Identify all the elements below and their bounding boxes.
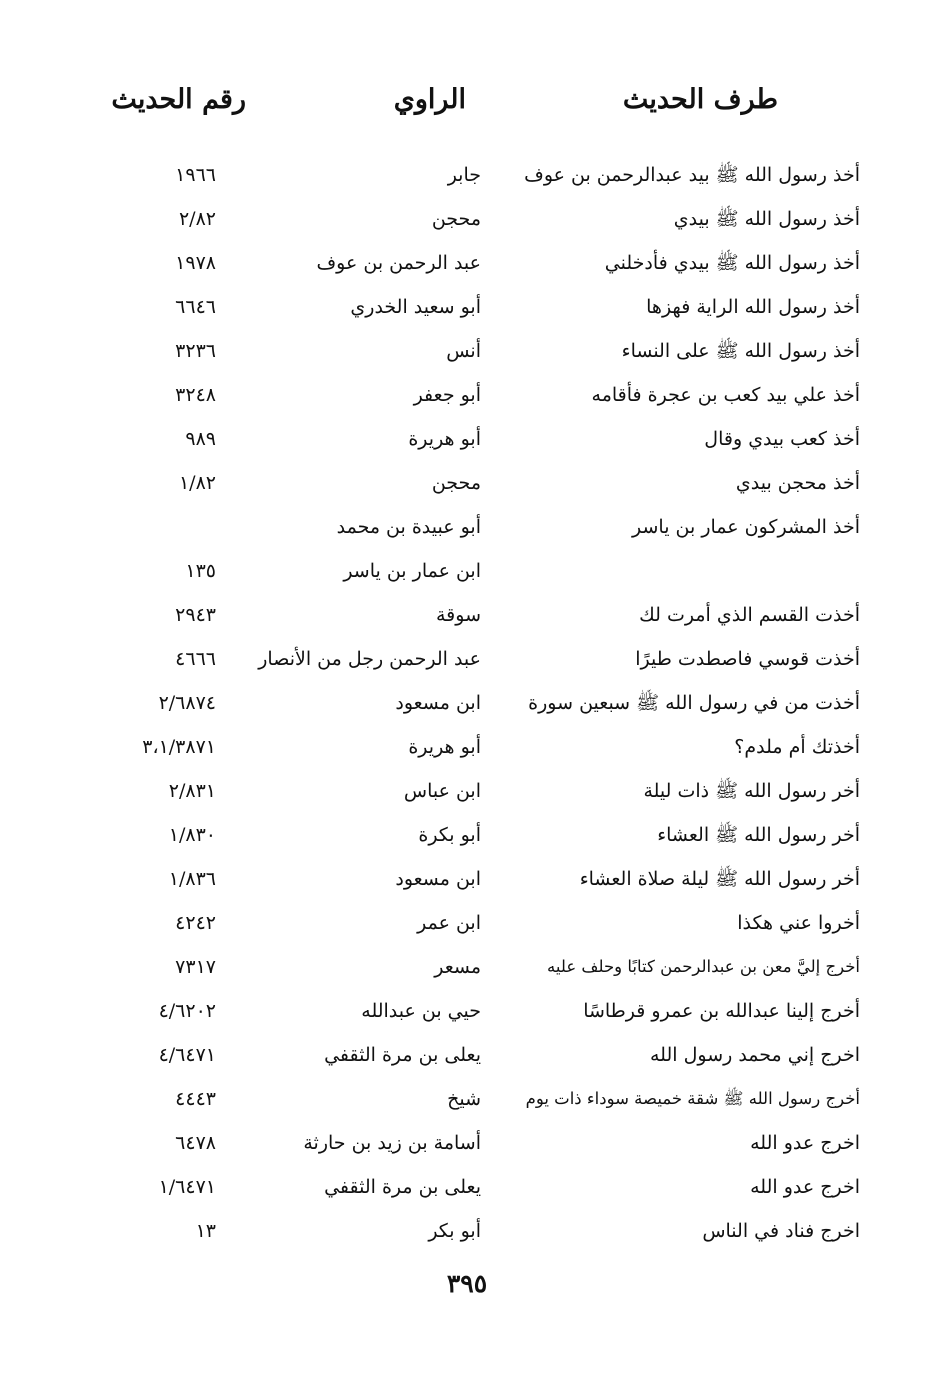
hadith-number: ٤٤٤٣ (175, 1088, 216, 1110)
table-row (0, 461, 934, 505)
column-header-rawi: الراوي (393, 84, 466, 115)
hadith-text: أخذ رسول الله ﷺ على النساء (621, 340, 860, 362)
hadith-number: ١٩٦٦ (175, 164, 216, 186)
table-row (0, 1077, 934, 1121)
hadith-text: أخذ محجن بيدي (735, 472, 860, 494)
hadith-number: ١/٦٤٧١ (158, 1176, 216, 1198)
table-row (0, 857, 934, 901)
rawi-name: سوقة (435, 604, 481, 626)
rawi-name: أبو بكر (428, 1220, 481, 1242)
table-row (0, 197, 934, 241)
hadith-number: ٧٣١٧ (175, 956, 216, 978)
hadith-text: أخذت من في رسول الله ﷺ سبعين سورة (528, 692, 860, 714)
hadith-number: ٤/٦٤٧١ (158, 1044, 216, 1066)
rawi-name: ابن عباس (403, 780, 481, 802)
table-row (0, 593, 934, 637)
hadith-text: أخرج رسول الله ﷺ شقة خميصة سوداء ذات يوم (525, 1089, 860, 1108)
hadith-number: ٢/٦٨٧٤ (158, 692, 216, 714)
hadith-number: ١/٨٣٦ (168, 868, 216, 890)
rawi-name: أنس (446, 340, 481, 362)
hadith-number: ٦٦٤٦ (175, 296, 216, 318)
rawi-name: أبو هريرة (408, 428, 481, 450)
hadith-number: ٦٤٧٨ (175, 1132, 216, 1154)
rawi-name: حيي بن عبدالله (361, 1000, 481, 1022)
hadith-text: أخذ رسول الله الراية فهزها (646, 296, 860, 318)
table-row (0, 241, 934, 285)
rawi-name: عبد الرحمن رجل من الأنصار (258, 648, 481, 670)
rawi-name: أبو سعيد الخدري (350, 296, 481, 318)
hadith-text: أخذتك أم ملدم؟ (734, 736, 860, 758)
table-row (0, 549, 934, 593)
table-row (0, 373, 934, 417)
hadith-number: ٤٦٦٦ (175, 648, 216, 670)
rawi-name: أبو جعفر (413, 384, 481, 406)
rawi-name: عبد الرحمن بن عوف (316, 252, 481, 274)
rawi-name: جابر (447, 164, 481, 186)
hadith-number: ٢/٨٣١ (168, 780, 216, 802)
hadith-number: ١٣٥ (185, 560, 216, 582)
rawi-name: ابن عمر (417, 912, 481, 934)
hadith-text: أخذت قوسي فاصطدت طيرًا (635, 648, 860, 670)
rawi-name: يعلى بن مرة الثقفي (324, 1044, 481, 1066)
table-row (0, 285, 934, 329)
page-number: ٣٩٥ (446, 1269, 488, 1298)
hadith-text: أخر رسول الله ﷺ العشاء (657, 824, 860, 846)
hadith-text: أخذ المشركون عمار بن ياسر (632, 516, 860, 538)
table-row (0, 1033, 934, 1077)
table-row (0, 505, 934, 549)
table-row (0, 813, 934, 857)
hadith-text: أخر رسول الله ﷺ ليلة صلاة العشاء (579, 868, 860, 890)
hadith-text: أخذ رسول الله ﷺ بيدي فأدخلني (604, 252, 860, 274)
table-row (0, 417, 934, 461)
hadith-text: أخذ رسول الله ﷺ بيد عبدالرحمن بن عوف (524, 164, 860, 186)
hadith-number: ٤٢٤٢ (175, 912, 216, 934)
hadith-index-table (0, 153, 934, 1253)
table-row (0, 153, 934, 197)
table-row (0, 901, 934, 945)
hadith-number: ٢٩٤٣ (175, 604, 216, 626)
rawi-name: ابن عمار بن ياسر (343, 560, 481, 582)
rawi-name: أبو عبيدة بن محمد (336, 516, 481, 538)
hadith-number: ١/٨٢ (178, 472, 216, 494)
hadith-number: ٩٨٩ (185, 428, 216, 450)
hadith-number: ١/٨٣٠ (168, 824, 216, 846)
rawi-name: ابن مسعود (395, 868, 481, 890)
hadith-text: أخذ كعب بيدي وقال (704, 428, 860, 450)
hadith-number: ٣،١/٣٨٧١ (142, 736, 216, 758)
hadith-text: أخر رسول الله ﷺ ذات ليلة (643, 780, 860, 802)
hadith-number: ٣٢٤٨ (175, 384, 216, 406)
table-row (0, 637, 934, 681)
hadith-text: اخرج عدو الله (750, 1132, 860, 1154)
hadith-text: أخذت القسم الذي أمرت لك (639, 604, 860, 626)
hadith-text: أخرج إليَّ معن بن عبدالرحمن كتابًا وحلف عليه (547, 957, 860, 976)
hadith-number: ١٩٧٨ (175, 252, 216, 274)
rawi-name: ابن مسعود (395, 692, 481, 714)
hadith-text: اخرج إني محمد رسول الله (650, 1044, 860, 1066)
table-row (0, 681, 934, 725)
rawi-name: مسعر (434, 956, 481, 978)
hadith-number: ٣٢٣٦ (175, 340, 216, 362)
column-header-hadith: طرف الحديث (622, 84, 778, 115)
table-row (0, 1209, 934, 1253)
hadith-number: ٢/٨٢ (178, 208, 216, 230)
rawi-name: أبو هريرة (408, 736, 481, 758)
table-row (0, 769, 934, 813)
hadith-text: أخرج إلينا عبدالله بن عمرو قرطاسًا (583, 1000, 860, 1022)
table-row (0, 945, 934, 989)
hadith-number: ١٣ (195, 1220, 216, 1242)
rawi-name: محجن (431, 472, 481, 494)
rawi-name: محجن (431, 208, 481, 230)
table-row (0, 1165, 934, 1209)
column-header-number: رقم الحديث (111, 84, 246, 115)
hadith-text: أخذ علي بيد كعب بن عجرة فأقامه (591, 384, 860, 406)
table-header (0, 78, 934, 122)
hadith-text: اخرج عدو الله (750, 1176, 860, 1198)
rawi-name: أبو بكرة (418, 824, 481, 846)
table-row (0, 1121, 934, 1165)
hadith-text: أخذ رسول الله ﷺ بيدي (673, 208, 860, 230)
rawi-name: يعلى بن مرة الثقفي (324, 1176, 481, 1198)
table-row (0, 989, 934, 1033)
table-row (0, 329, 934, 373)
rawi-name: أسامة بن زيد بن حارثة (303, 1132, 481, 1154)
rawi-name: شيخ (447, 1088, 481, 1110)
table-row (0, 725, 934, 769)
hadith-number: ٤/٦٢٠٢ (158, 1000, 216, 1022)
hadith-text: اخرج فناد في الناس (702, 1220, 860, 1242)
hadith-text: أخروا عني هكذا (737, 912, 860, 934)
